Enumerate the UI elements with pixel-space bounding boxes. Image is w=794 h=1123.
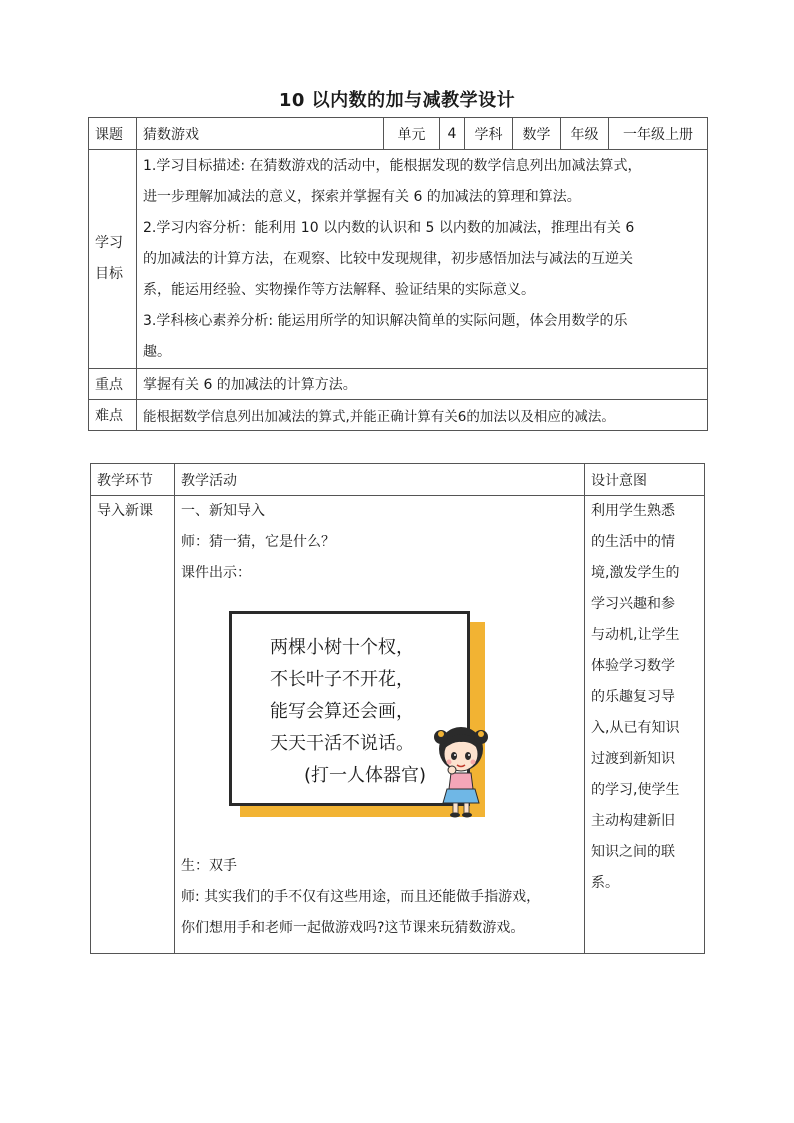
riddle-line: 不长叶子不开花，	[270, 669, 414, 690]
intent-line: 与动机,让学生	[591, 627, 680, 643]
document-title: 10 以内数的加与减教学设计	[278, 90, 516, 111]
intent-line: 入,从已有知识	[591, 720, 680, 736]
topic-value: 猜数游戏	[137, 118, 384, 150]
activity-line: 师：猜一猜，它是什么？	[181, 534, 335, 550]
activity-line: 你们想用手和老师一起做游戏吗?这节课来玩猜数游戏。	[181, 920, 525, 936]
subject-label: 学科	[465, 118, 513, 150]
grade-label: 年级	[561, 118, 609, 150]
activity-line: 生：双手	[181, 858, 237, 874]
unit-value: 4	[440, 118, 465, 150]
stage-value: 导入新课	[97, 503, 153, 519]
intent-line: 主动构建新旧	[591, 813, 675, 829]
intent-line: 学习兴趣和参	[591, 596, 675, 612]
intent-line: 知识之间的联	[591, 844, 675, 860]
intent-cell	[585, 496, 705, 954]
unit-label: 单元	[384, 118, 440, 150]
subject-value: 数学	[513, 118, 561, 150]
key-point-label: 重点	[89, 369, 137, 400]
intent-line: 系。	[591, 875, 619, 891]
objective-line: 系，能运用经验、实物操作等方法解释、验证结果的实际意义。	[143, 281, 535, 298]
key-point-value: 掌握有关 6 的加减法的计算方法。	[137, 369, 708, 400]
activity-line: 一、新知导入	[181, 503, 265, 519]
activity-line: 师: 其实我们的手不仅有这些用途，而且还能做手指游戏，	[181, 889, 541, 905]
intent-line: 的乐趣复习导	[591, 689, 675, 705]
topic-label: 课题	[89, 118, 137, 150]
riddle-line: 能写会算还会画，	[270, 701, 414, 722]
intent-line: 体验学习数学	[591, 658, 675, 674]
objectives-content	[137, 150, 708, 369]
activity-cell	[175, 496, 585, 954]
objective-line: 3.学科核心素养分析: 能运用所学的知识解决简单的实际问题，体会用数学的乐	[143, 312, 628, 329]
lesson-info-table	[88, 117, 708, 431]
teaching-process-table	[90, 463, 705, 954]
girl-illustration	[431, 723, 491, 819]
difficulty-value: 能根据数学信息列出加减法的算式,并能正确计算有关6的加法以及相应的减法。	[137, 400, 708, 431]
intent-line: 过渡到新知识	[591, 751, 675, 767]
riddle-slide	[229, 611, 519, 836]
objective-line: 的加减法的计算方法，在观察、比较中发现规律，初步感悟加法与减法的互逆关	[143, 250, 633, 267]
stage-header: 教学环节	[91, 464, 175, 496]
objective-line: 进一步理解加减法的意义，探索并掌握有关 6 的加减法的算理和算法。	[143, 188, 581, 205]
riddle-line: 两棵小树十个杈，	[270, 637, 414, 658]
activity-line: 课件出示：	[181, 565, 251, 581]
riddle-line: 天天干活不说话。	[270, 733, 414, 754]
activity-header: 教学活动	[175, 464, 585, 496]
objectives-label-text: 学习目标	[95, 235, 123, 282]
intent-line: 的生活中的情	[591, 534, 675, 550]
objective-line: 1.学习目标描述: 在猜数游戏的活动中，能根据发现的数学信息列出加减法算式，	[143, 157, 642, 174]
intent-line: 境,激发学生的	[591, 565, 680, 581]
objectives-label	[89, 150, 137, 369]
intent-header: 设计意图	[585, 464, 705, 496]
intent-line: 的学习,使学生	[591, 782, 680, 798]
intent-line: 利用学生熟悉	[591, 503, 675, 519]
difficulty-label: 难点	[89, 400, 137, 431]
grade-value: 一年级上册	[609, 118, 708, 150]
objective-line: 趣。	[143, 343, 171, 360]
riddle-hint: (打一人体器官)	[304, 765, 427, 786]
stage-cell	[91, 496, 175, 954]
objective-line: 2.学习内容分析：能利用 10 以内数的认识和 5 以内数的加减法，推理出有关 6	[143, 219, 635, 236]
